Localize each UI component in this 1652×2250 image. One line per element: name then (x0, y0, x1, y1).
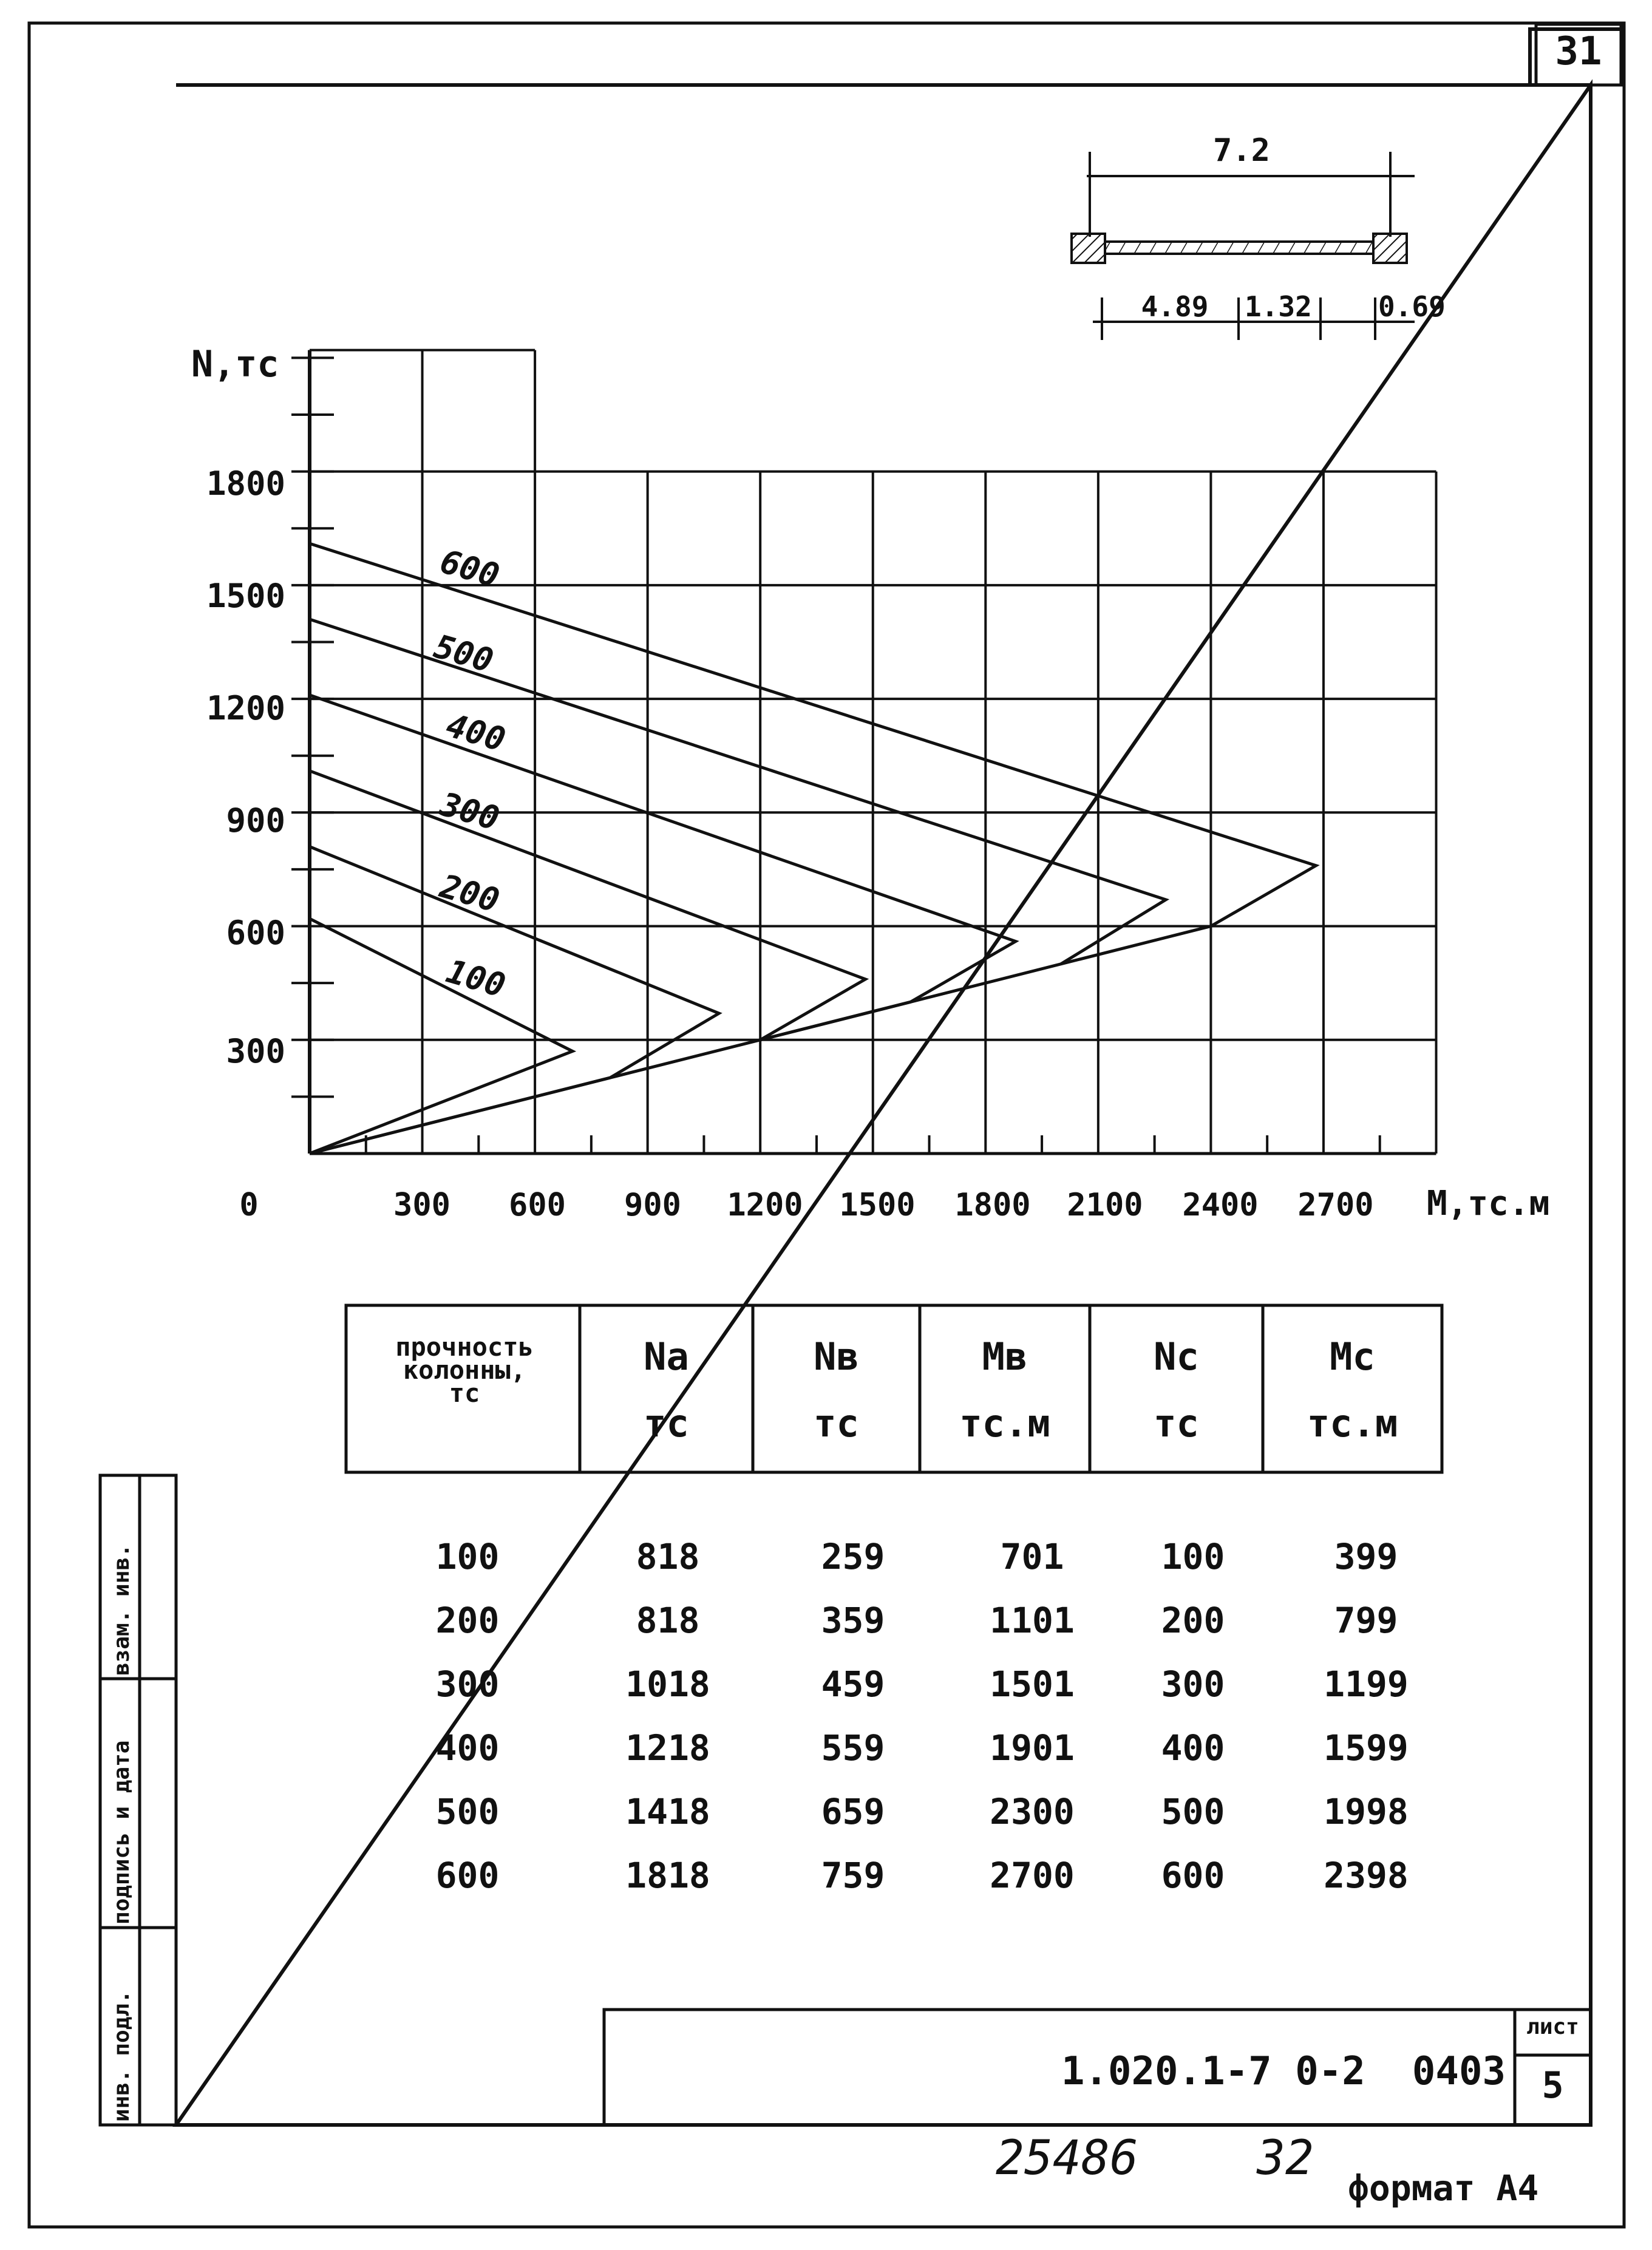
table-cell: 1018 (625, 1664, 710, 1705)
section-part-1: 4.89 (1141, 290, 1209, 323)
series-label: 100 (442, 951, 510, 1005)
header-top: Na (644, 1334, 689, 1379)
table-cell: 1599 (1324, 1727, 1409, 1769)
table-cell: 1218 (625, 1727, 710, 1769)
handwritten-page: 32 (1257, 2131, 1314, 2186)
y-tick-label: 900 (226, 801, 285, 840)
table-header-nb (753, 1324, 920, 1457)
table-cell: 1818 (625, 1855, 710, 1896)
section-part-3: 0.69 (1378, 290, 1446, 323)
x-tick-label: 2700 (1297, 1187, 1374, 1223)
y-tick-label: 600 (226, 914, 285, 952)
table-cell: 1418 (625, 1791, 710, 1832)
header-top: прочность колонны, (395, 1332, 534, 1385)
y-tick-label: 1200 (206, 689, 285, 727)
table-cell: 1501 (990, 1664, 1075, 1705)
table-cell: 559 (821, 1727, 885, 1769)
header-bottom: тс (449, 1378, 480, 1408)
table-cell: 799 (1334, 1600, 1398, 1641)
series-label: 200 (436, 866, 504, 920)
top-sheet-number: 31 (1555, 29, 1602, 74)
x-tick-label: 900 (624, 1187, 681, 1223)
table-cell: 399 (1334, 1536, 1398, 1577)
series-label: 300 (436, 784, 504, 838)
table-cell: 200 (435, 1600, 500, 1641)
handwritten-number: 25486 (996, 2131, 1138, 2186)
table-header-nc (1090, 1324, 1263, 1457)
format-label: формат А4 (1348, 2167, 1539, 2209)
x-tick-label: 1800 (954, 1187, 1031, 1223)
table-cell: 100 (435, 1536, 500, 1577)
table-cell: 1199 (1324, 1664, 1409, 1705)
header-bottom: тс.м (1307, 1401, 1398, 1446)
section-sketch (1072, 152, 1415, 340)
section-part-2: 1.32 (1245, 290, 1312, 323)
series-label: 600 (436, 542, 504, 596)
series-line (310, 919, 573, 1154)
table-cell: 701 (1000, 1536, 1064, 1577)
table-cell: 359 (821, 1600, 885, 1641)
header-top: Nв (814, 1334, 859, 1379)
section-total-label: 7.2 (1213, 132, 1270, 169)
series-label: 400 (442, 705, 510, 760)
table-cell: 300 (1161, 1664, 1225, 1705)
x-tick-label: 600 (509, 1187, 566, 1223)
table-cell: 500 (1161, 1791, 1225, 1832)
table-cell: 400 (1161, 1727, 1225, 1769)
interaction-chart (291, 350, 1436, 1154)
table-cell: 759 (821, 1855, 885, 1896)
table-cell: 1998 (1324, 1791, 1409, 1832)
table-cell: 100 (1161, 1536, 1225, 1577)
header-bottom: тс (1154, 1401, 1199, 1446)
x-axis-label: M,тс.м (1427, 1184, 1550, 1223)
table-cell: 2398 (1324, 1855, 1409, 1896)
table-cell: 818 (636, 1600, 700, 1641)
x-tick-label: 2400 (1182, 1187, 1259, 1223)
table-cell: 659 (821, 1791, 885, 1832)
series-line (310, 619, 1166, 964)
header-bottom: тс.м (959, 1401, 1050, 1446)
series-line (310, 847, 719, 1154)
x-tick-label: 300 (393, 1187, 450, 1223)
table-cell: 1101 (990, 1600, 1075, 1641)
side-label-inv: инв. подл. (109, 1990, 134, 2122)
header-top: Mc (1330, 1334, 1375, 1379)
table-cell: 2300 (990, 1791, 1075, 1832)
table-header-strength (349, 1332, 580, 1408)
header-top: Mв (982, 1334, 1028, 1379)
table-cell: 1901 (990, 1727, 1075, 1769)
table-cell: 500 (435, 1791, 500, 1832)
table-cell: 400 (435, 1727, 500, 1769)
header-top: Nc (1154, 1334, 1199, 1379)
table-cell: 259 (821, 1536, 885, 1577)
table-cell: 200 (1161, 1600, 1225, 1641)
table-cell: 300 (435, 1664, 500, 1705)
sheet-label: лист (1526, 2014, 1579, 2039)
header-bottom: тс (814, 1401, 859, 1446)
document-code: 1.020.1-7 0-2 0403 (1061, 2049, 1506, 2094)
x-tick-label: 0 (239, 1187, 259, 1223)
table-header-mc (1263, 1324, 1442, 1457)
table-cell: 818 (636, 1536, 700, 1577)
table-header-mb (920, 1324, 1090, 1457)
y-tick-label: 1500 (206, 577, 285, 615)
x-tick-label: 1500 (839, 1187, 916, 1223)
series-line (310, 695, 1016, 1040)
y-tick-label: 300 (226, 1032, 285, 1070)
side-label-replaced: взам. инв. (109, 1544, 134, 1676)
x-tick-label: 1200 (727, 1187, 803, 1223)
table-cell: 459 (821, 1664, 885, 1705)
sheet-value: 5 (1542, 2064, 1564, 2107)
table-cell: 600 (435, 1855, 500, 1896)
table-cell: 2700 (990, 1855, 1075, 1896)
table-header-na (580, 1324, 753, 1457)
y-axis-label: N,тс (191, 343, 279, 386)
series-line (310, 771, 865, 1040)
x-tick-label: 2100 (1067, 1187, 1143, 1223)
table-cell: 600 (1161, 1855, 1225, 1896)
header-bottom: тс (644, 1401, 689, 1446)
side-label-signature: подпись и дата (109, 1740, 134, 1925)
y-tick-label: 1800 (206, 464, 285, 503)
series-label: 500 (430, 627, 498, 681)
